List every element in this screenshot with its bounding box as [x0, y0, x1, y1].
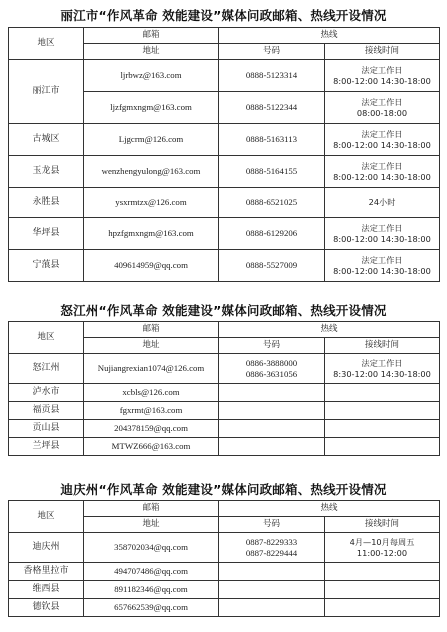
phone-cell: [219, 581, 325, 599]
header-mailbox: 邮箱: [84, 501, 219, 517]
nujiang-section: [8, 297, 439, 467]
email-cell: xcbls@126.com: [84, 384, 219, 402]
phone-cell: 0886-3888000 0886-3631056: [219, 354, 325, 384]
hours-cell: [325, 420, 440, 438]
region-cell: 福贡县: [9, 402, 84, 420]
hours-cell: 24小时: [325, 188, 440, 218]
diqing-title: 迪庆州“作风革命 效能建设”媒体问政邮箱、热线开设情况: [60, 482, 387, 497]
table-row: [9, 188, 440, 218]
email-cell: MTWZ666@163.com: [84, 438, 219, 456]
table-row: [9, 354, 440, 384]
header-region: 地区: [9, 28, 84, 60]
email-cell: 409614959@qq.com: [84, 250, 219, 282]
region-cell: 永胜县: [9, 188, 84, 218]
region-cell: 玉龙县: [9, 156, 84, 188]
phone-cell: [219, 420, 325, 438]
hours-cell: [325, 438, 440, 456]
phone-cell: 0888-5527009: [219, 250, 325, 282]
hours-cell: 法定工作日 8:00-12:00 14:30-18:00: [325, 60, 440, 92]
table-row: [9, 599, 440, 617]
hours-cell: [325, 384, 440, 402]
region-cell: 宁蒗县: [9, 250, 84, 282]
table-row: [9, 563, 440, 581]
email-cell: Ljgcrm@126.com: [84, 124, 219, 156]
region-cell: 兰坪县: [9, 438, 84, 456]
header-address: 地址: [84, 517, 219, 533]
header-region: 地区: [9, 501, 84, 533]
region-cell: 贡山县: [9, 420, 84, 438]
phone-cell: 0888-5123314: [219, 60, 325, 92]
hours-cell: 法定工作日 8:00-12:00 14:30-18:00: [325, 250, 440, 282]
region-cell: 怒江州: [9, 354, 84, 384]
email-cell: fgxrmt@163.com: [84, 402, 219, 420]
hours-cell: 法定工作日 08:00-18:00: [325, 92, 440, 124]
region-cell: 迪庆州: [9, 533, 84, 563]
header-number: 号码: [219, 517, 325, 533]
lijiang-section: [8, 0, 439, 290]
email-cell: hpzfgmxngm@163.com: [84, 218, 219, 250]
hours-cell: 法定工作日 8:00-12:00 14:30-18:00: [325, 218, 440, 250]
email-cell: wenzhengyulong@163.com: [84, 156, 219, 188]
nujiang-table: [8, 321, 440, 456]
header-hours: 接线时间: [325, 517, 440, 533]
email-cell: 891182346@qq.com: [84, 581, 219, 599]
region-cell: 华坪县: [9, 218, 84, 250]
email-cell: 204378159@qq.com: [84, 420, 219, 438]
phone-cell: 0887-8229333 0887-8229444: [219, 533, 325, 563]
email-cell: ysxrmtzx@126.com: [84, 188, 219, 218]
phone-cell: [219, 438, 325, 456]
lijiang-table: [8, 27, 440, 282]
phone-cell: 0888-6129206: [219, 218, 325, 250]
table-row: [9, 124, 440, 156]
table-row: [9, 438, 440, 456]
nujiang-title: 怒江州“作风革命 效能建设”媒体问政邮箱、热线开设情况: [60, 303, 387, 318]
lijiang-title: 丽江市“作风革命 效能建设”媒体问政邮箱、热线开设情况: [60, 8, 387, 23]
table-row: [9, 60, 440, 92]
hours-cell: [325, 581, 440, 599]
header-hotline: 热线: [219, 28, 440, 44]
header-region: 地区: [9, 322, 84, 354]
header-number: 号码: [219, 338, 325, 354]
phone-cell: 0888-5122344: [219, 92, 325, 124]
diqing-section: [8, 476, 439, 632]
table-row: [9, 156, 440, 188]
email-cell: Nujiangrexian1074@126.com: [84, 354, 219, 384]
header-address: 地址: [84, 338, 219, 354]
header-hotline: 热线: [219, 322, 440, 338]
diqing-table: [8, 500, 440, 617]
hours-cell: [325, 599, 440, 617]
header-hours: 接线时间: [325, 44, 440, 60]
table-row: [9, 533, 440, 563]
email-cell: 657662539@qq.com: [84, 599, 219, 617]
phone-cell: [219, 563, 325, 581]
phone-cell: [219, 599, 325, 617]
region-cell: 丽江市: [9, 60, 84, 124]
header-hotline: 热线: [219, 501, 440, 517]
region-cell: 维西县: [9, 581, 84, 599]
hours-cell: [325, 563, 440, 581]
email-cell: 494707486@qq.com: [84, 563, 219, 581]
header-hours: 接线时间: [325, 338, 440, 354]
email-cell: 358702034@qq.com: [84, 533, 219, 563]
table-row: [9, 250, 440, 282]
phone-cell: [219, 384, 325, 402]
header-mailbox: 邮箱: [84, 28, 219, 44]
header-mailbox: 邮箱: [84, 322, 219, 338]
phone-cell: 0888-5163113: [219, 124, 325, 156]
table-row: [9, 384, 440, 402]
phone-cell: 0888-5164155: [219, 156, 325, 188]
hours-cell: 法定工作日 8:00-12:00 14:30-18:00: [325, 124, 440, 156]
table-row: [9, 218, 440, 250]
email-cell: ljrbwz@163.com: [84, 60, 219, 92]
email-cell: ljzfgmxngm@163.com: [84, 92, 219, 124]
region-cell: 古城区: [9, 124, 84, 156]
hours-cell: 4月—10月每周五 11:00-12:00: [325, 533, 440, 563]
table-row: [9, 402, 440, 420]
region-cell: 香格里拉市: [9, 563, 84, 581]
region-cell: 德钦县: [9, 599, 84, 617]
hours-cell: 法定工作日 8:30-12:00 14:30-18:00: [325, 354, 440, 384]
phone-cell: [219, 402, 325, 420]
region-cell: 泸水市: [9, 384, 84, 402]
hours-cell: [325, 402, 440, 420]
table-row: [9, 581, 440, 599]
hours-cell: 法定工作日 8:00-12:00 14:30-18:00: [325, 156, 440, 188]
table-row: [9, 420, 440, 438]
header-address: 地址: [84, 44, 219, 60]
phone-cell: 0888-6521025: [219, 188, 325, 218]
header-number: 号码: [219, 44, 325, 60]
